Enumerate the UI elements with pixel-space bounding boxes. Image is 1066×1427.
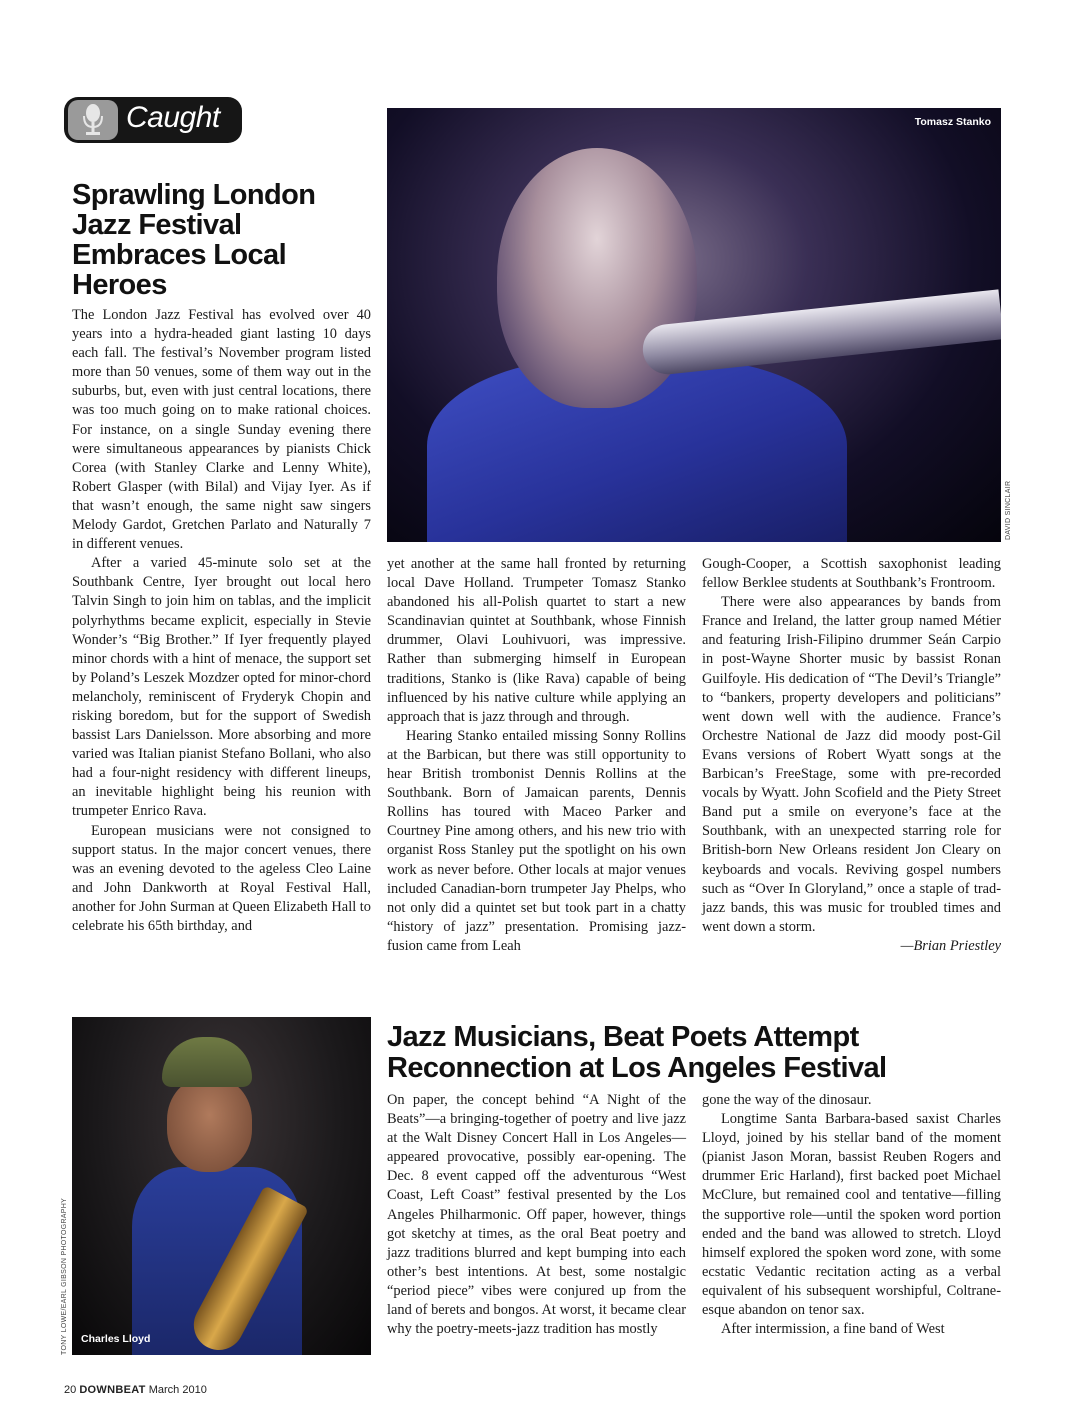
photo-caption: Charles Lloyd — [81, 1333, 151, 1345]
article2-column-2 — [702, 1091, 1001, 1339]
paragraph: European musicians were not consigned to support status. In the major concert venues, there was an evening devoted to the ageless Cleo Laine and John Dankworth at Royal Festival Hall, another for John Surman at Queen Elizabeth Hall to celebrate his 65th birthday, and — [72, 822, 371, 934]
paragraph: yet another at the same hall fronted by returning local Dave Holland. Trumpeter Tomasz Stanko abandoned his all-Polish quartet to start a new Scandinavian quintet at Southbank, whose Finnish drummer, Olavi Louhivuori, was impressive. Rather than submerging himself in European traditions, Stanko is (like Rava) capable of being influenced by his native culture while applying an approach that is jazz through and through. — [387, 556, 686, 725]
photo-credit: TONY LOWE/EARL GIBSON PHOTOGRAPHY — [61, 1197, 68, 1355]
page-footer — [64, 1384, 207, 1396]
microphone-icon — [68, 100, 118, 140]
paragraph: Gough-Cooper, a Scottish saxophonist leading fellow Berklee students at Southbank’s Frontroom. — [702, 556, 1001, 592]
issue-date: March 2010 — [148, 1384, 207, 1396]
article1-column-1 — [72, 306, 371, 936]
paragraph: On paper, the concept behind “A Night of the Beats”—a bringing-together of poetry and live jazz at the Walt Disney Concert Hall in Los Angeles—appeared provocative, possibly ear-opening. The Dec. 8 event capped off the adventurous “West Coast, Left Coast” festival presented by the Los Angeles Philharmonic. Off paper, however, things got sketchy at times, as the oral Beat poetry and jazz traditions blurred and kept bumping into each other’s best intentions. At best, some nostalgic “period piece” vibes were conjured up from the land of berets and bongos. At worst, it became clear why the poetry-meets-jazz tradition has mostly — [387, 1092, 686, 1338]
section-label: Caught — [126, 101, 220, 134]
byline: —Brian Priestley — [900, 937, 1001, 954]
paragraph: There were also appearances by bands from France and Ireland, the latter group named Métier and featuring Irish-Filipino drummer Seán Carpio in post-Wayne Shorter music by bassist Ronan Guilfoyle. His dedication of “The Devil’s Triangle” to “bankers, property developers and politicians” went down well with the audience. France’s Orchestre National de Jazz did moody post-Gil Evans versions of Robert Wyatt songs at the Barbican’s FreeStage, some with pre-recorded vocals by Wyatt. John Scofield and the Piety Street Band put a smile on everyone’s face at the Southbank, with an unexpected starring role for British-born New Orleans resident Jon Cleary on keyboards and vocals. Reviving gospel numbers such as “Over In Gloryland,” once a staple of trad-jazz bands, this was music for troubled times and went down a storm. — [702, 594, 1001, 935]
article1-column-3 — [702, 555, 1001, 956]
article2-headline — [387, 1022, 1007, 1084]
section-tab — [64, 97, 242, 143]
paragraph: gone the way of the dinosaur. — [702, 1092, 872, 1108]
article2-column-1 — [387, 1091, 686, 1339]
paragraph: After a varied 45-minute solo set at the Southbank Centre, Iyer brought out local hero Talvin Singh to join him on tablas, and the implicit polyrhythms became explicit, especially in Stevie Wonder’s “Big Brother.” If Iyer frequently played minor chords with a hint of menace, the support set by Poland’s Leszek Mozdzer opted for minor-chord melancholy, reminiscent of Fryderyk Chopin and risking boredom, but for the support of Swedish bassist Lars Danielsson. More absorbing and more varied was Italian pianist Stefano Bollani, who also had a four-night residency with different lineups, an inevitable highlight being his reunion with trumpeter Enrico Rava. — [72, 555, 371, 820]
headline-line: Jazz Musicians, Beat Poets Attempt — [387, 1021, 859, 1053]
headline-line: Reconnection at Los Angeles Festival — [387, 1052, 887, 1084]
photo-credit: DAVID SINCLAIR — [1005, 480, 1012, 540]
photo-tomasz-stanko — [387, 108, 1001, 542]
article1-column-2 — [387, 555, 686, 956]
paragraph: After intermission, a fine band of West — [721, 1321, 945, 1338]
page-number: 20 — [64, 1384, 77, 1396]
magazine-name: DOWNBEAT — [79, 1384, 146, 1396]
paragraph: Longtime Santa Barbara-based saxist Charles Lloyd, joined by his stellar band of the moment (pianist Jason Moran, bassist Reuben Rogers and drummer Eric Harland), first backed poet Michael McClure, but remained cool and tentative—filling the supportive role—until the spoken word portion ended and the band was allowed to stretch. Lloyd himself explored the spoken word zone, with some ecstatic Vedantic recitation acting as a verbal equivalent of his subsequent worshipful, Coltrane-esque abandon on tenor sax. — [702, 1111, 1001, 1319]
paragraph: Hearing Stanko entailed missing Sonny Rollins at the Barbican, but there was still opportunity to hear British trombonist Dennis Rollins at the Southbank. Born of Jamaican parents, Dennis Rollins has toured with Maceo Parker and Courtney Pine among others, and his new trio with organist Ross Stanley put the spotlight on his own work as never before. Other locals at major venues included Canadian-born trumpeter Jay Phelps, who not only did a quintet set but took part in a chatty “history of jazz” presentation. Promising jazz-fusion came from Leah — [387, 727, 686, 954]
photo-caption: Tomasz Stanko — [914, 116, 991, 128]
paragraph: The London Jazz Festival has evolved over 40 years into a hydra-headed giant lasting 10 days each fall. The festival’s November program listed more than 50 venues, some of them way out in the suburbs, but, even with just central locations, there was too much going on to make rational choices. For instance, on a single Sunday evening there were simultaneous appearances by pianists Chick Corea (with Stanley Clarke and Lenny White), Robert Glasper (with Bilal) and Vijay Iyer. As if that wasn’t enough, the same night saw singers Melody Gardot, Gretchen Parlato and Naturally 7 in different venues. — [72, 307, 371, 553]
photo-charles-lloyd — [72, 1017, 371, 1355]
article1-headline: Sprawling London Jazz Festival Embraces Local Heroes — [72, 179, 316, 301]
